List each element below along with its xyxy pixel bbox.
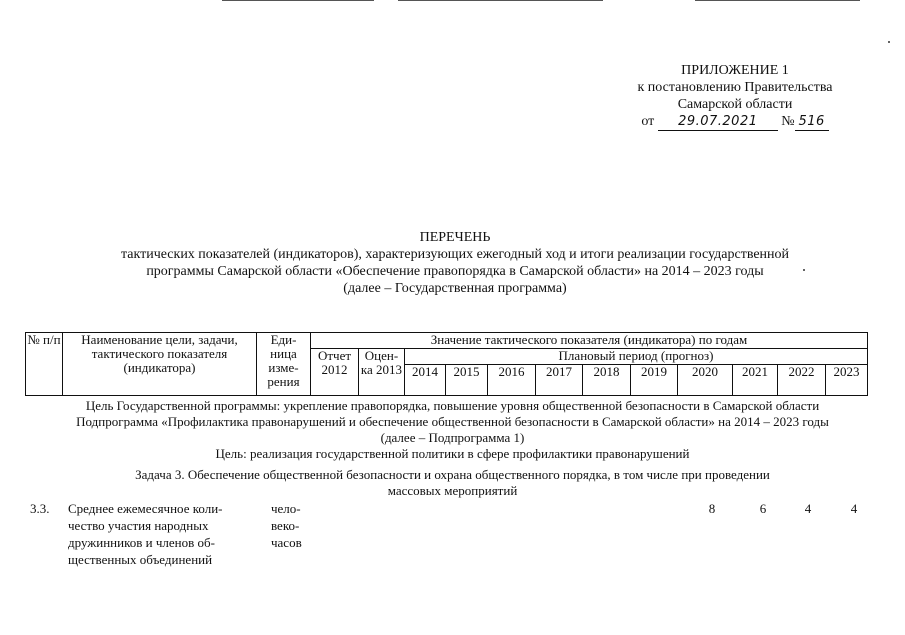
header-values-by-year: Значение тактического показателя (индикатора) по годам <box>311 333 868 349</box>
row-value-2020: 8 <box>708 501 716 516</box>
row-indicator-name <box>68 500 268 568</box>
scan-speck <box>888 41 890 43</box>
row-value-2022: 4 <box>804 501 812 516</box>
section-subprogram-line-1: Подпрограмма «Профилактика правонарушений и обеспечение общественной безопасности в Самарской области» на 2014 – 2023 годы <box>76 414 829 429</box>
header-year: 2022 <box>778 365 826 396</box>
row-name-line: дружинников и членов об- <box>68 535 215 550</box>
header-year: 2019 <box>631 365 678 396</box>
appendix-title: ПРИЛОЖЕНИЕ 1 <box>681 63 789 78</box>
row-name-line: Среднее ежемесячное коли- <box>68 501 223 516</box>
appendix-date-row <box>590 113 880 131</box>
row-unit-line: часов <box>271 535 302 550</box>
section-subprogram-line-2: (далее – Подпрограмма 1) <box>380 430 525 445</box>
header-year: 2020 <box>678 365 733 396</box>
indicator-table-header <box>25 332 868 396</box>
section-program-goal: Цель Государственной программы: укрепление правопорядка, повышение уровня общественной безопасности в Самарской области <box>85 398 820 413</box>
date-prefix: от <box>641 114 655 129</box>
row-name-line: чество участия народных <box>68 518 209 533</box>
appendix-block <box>590 62 880 131</box>
section-task-line-2: массовых мероприятий <box>387 483 518 498</box>
header-year: 2014 <box>405 365 446 396</box>
header-year: 2021 <box>733 365 778 396</box>
header-year: 2023 <box>826 365 868 396</box>
appendix-line-2: Самарской области <box>677 97 793 112</box>
header-year: 2017 <box>536 365 583 396</box>
row-name-line: щественных объединений <box>68 552 213 567</box>
heading-line-3: (далее – Государственная программа) <box>343 281 567 296</box>
section-task-line-1: Задача 3. Обеспечение общественной безопасности и охрана общественного порядка, в том числе при проведении <box>135 467 770 482</box>
header-name: Наименование цели, задачи, тактического показателя (индикатора) <box>63 333 257 396</box>
header-year: 2015 <box>446 365 488 396</box>
header-estimate-2013: Оцен-ка 2013 <box>359 349 405 396</box>
row-value-2023: 4 <box>850 501 858 516</box>
row-unit-line: веко- <box>271 518 300 533</box>
appendix-line-1: к постановлению Правительства <box>637 80 833 95</box>
number-prefix: № <box>781 114 795 129</box>
header-planned-period: Плановый период (прогноз) <box>405 349 868 365</box>
header-unit: Еди-ница изме-рения <box>257 333 311 396</box>
row-value-2021: 6 <box>759 501 767 516</box>
header-num: № п/п <box>26 333 63 396</box>
handwritten-number: 516 <box>795 113 829 131</box>
row-unit <box>271 500 321 551</box>
header-report-2012: Отчет 2012 <box>311 349 359 396</box>
heading-line-2: программы Самарской области «Обеспечение правопорядка в Самарской области» на 2014 – 2023 годы <box>146 264 764 279</box>
row-number: 3.3. <box>30 501 50 516</box>
row-unit-line: чело- <box>271 501 301 516</box>
heading-line-1: тактических показателей (индикаторов), характеризующих ежегодный ход и итоги реализации государственной <box>120 247 790 262</box>
header-year: 2016 <box>488 365 536 396</box>
header-year: 2018 <box>583 365 631 396</box>
document-heading <box>40 229 870 297</box>
scan-edge-line <box>398 0 603 1</box>
handwritten-date: 29.07.2021 <box>658 113 778 131</box>
section-subprogram-goal: Цель: реализация государственной политики в сфере профилактики правонарушений <box>215 446 690 461</box>
heading-title: ПЕРЕЧЕНЬ <box>419 230 491 245</box>
scan-edge-line <box>695 0 860 1</box>
scan-edge-line <box>222 0 374 1</box>
